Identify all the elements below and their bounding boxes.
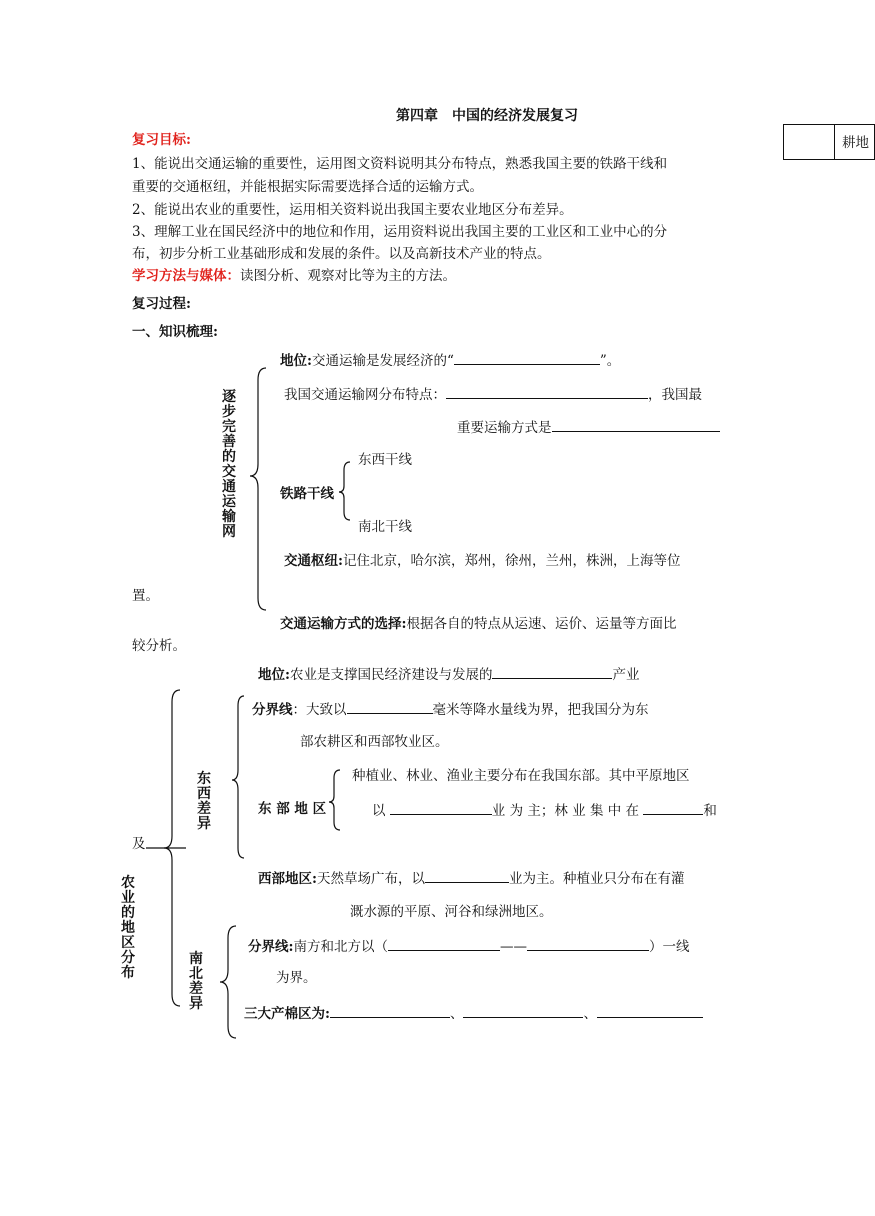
agri-position-line: [258, 665, 639, 683]
transport-choice-text: 根据各自的特点从运速、运价、运量等方面比: [406, 616, 677, 632]
ew-diff-label: 东西差异: [197, 771, 211, 832]
section1-heading: 一、知识梳理:: [132, 324, 218, 340]
ns-blank-2: [527, 937, 649, 951]
east-blank-1: [390, 801, 492, 815]
process-heading: 复习过程:: [132, 296, 191, 312]
transport-distribution-end: ，我国最: [648, 387, 702, 403]
west-region-text2: 业为主。种植业只分布在有灌: [508, 871, 685, 887]
cotton-blank-2: [463, 1004, 583, 1018]
transport-hub-label: 交通枢纽:: [284, 553, 343, 569]
west-blank: [425, 869, 509, 883]
goal-line-1: 1、能说出交通运输的重要性，运用图文资料说明其分布特点，熟悉我国主要的铁路干线和: [132, 156, 668, 172]
west-region-line: [258, 869, 684, 887]
ns-dash: ——: [499, 939, 527, 955]
method-label: 学习方法与媒体：: [132, 268, 240, 284]
method-text: 读图分析、观察对比等为主的方法。: [240, 268, 456, 284]
agri-boundary-blank: [347, 700, 433, 714]
transport-important-line: [457, 418, 720, 436]
agri-position-label: 地位:: [258, 667, 290, 683]
ns-boundary-line: [248, 937, 689, 955]
transport-brace: [250, 368, 266, 610]
transport-choice-label: 交通运输方式的选择:: [280, 616, 407, 632]
cotton-sep-2: 、: [583, 1006, 597, 1022]
transport-choice-line: [280, 616, 676, 632]
east-text-2b: 业 为 主；林 业 集 中 在: [491, 803, 640, 819]
goals-heading: 复习目标:: [132, 132, 191, 148]
goal-line-5: 布，初步分析工业基础形成和发展的条件。以及高新技术产业的特点。: [132, 246, 551, 262]
agri-boundary-line: [252, 700, 649, 718]
agri-position-text: 农业是支撑国民经济建设与发展的: [289, 667, 493, 683]
ns-diff-label: 南北差异: [189, 951, 203, 1012]
cotton-sep-1: 、: [449, 1006, 464, 1022]
transport-distribution-blank: [446, 385, 648, 399]
goal-line-2: 重要的交通枢纽，并能根据实际需要选择合适的运输方式。: [132, 179, 483, 195]
transport-hub-line: [284, 553, 680, 569]
north-south-railway: 南北干线: [358, 519, 412, 535]
agri-boundary-cont: 部农耕区和西部牧业区。: [300, 734, 449, 750]
agri-boundary-text2: 毫米等降水量线为界，把我国分为东: [432, 702, 649, 718]
transport-distribution-line: [284, 385, 702, 403]
cotton-label: 三大产棉区为:: [244, 1006, 330, 1022]
agri-vertical-label: 农业的地区分布: [121, 875, 135, 981]
east-blank-2: [643, 801, 703, 815]
east-text-2c: 和: [703, 803, 717, 819]
ns-boundary-cont: 为界。: [276, 970, 317, 986]
railway-brace: [339, 462, 350, 520]
and-text: 及: [132, 836, 146, 852]
railway-label: 铁路干线: [280, 486, 334, 502]
ns-end: ）一线: [648, 939, 690, 955]
transport-important-blank: [552, 418, 720, 432]
transport-position-text: 交通运输是发展经济的“: [311, 353, 454, 369]
ns-brace: [220, 926, 236, 1038]
ns-boundary-text: 南方和北方以（: [293, 939, 388, 955]
transport-important-text: 重要运输方式是: [457, 420, 552, 436]
west-region-label: 西部地区:: [258, 871, 317, 887]
agri-boundary-text: ：大致以: [292, 702, 347, 718]
cotton-blank-3: [597, 1004, 703, 1018]
agri-boundary-label: 分界线: [252, 702, 293, 718]
east-west-railway: 东西干线: [358, 452, 412, 468]
east-region-label: 东 部 地 区: [258, 801, 327, 817]
transport-hub-cont: 置。: [132, 588, 159, 604]
side-table-cell-text: 耕地: [842, 135, 869, 151]
transport-vertical-label: 逐步完善的交通运输网: [222, 389, 236, 540]
transport-choice-cont: 较分析。: [132, 638, 186, 654]
transport-hub-text: 记住北京，哈尔滨，郑州，徐州，兰州，株洲，上海等位: [342, 553, 681, 569]
west-region-text: 天然草场广布，以: [316, 871, 425, 887]
west-region-cont: 溉水源的平原、河谷和绿洲地区。: [350, 904, 553, 920]
ns-boundary-label: 分界线:: [248, 939, 294, 955]
east-text-1: 种植业、林业、渔业主要分布在我国东部。其中平原地区: [352, 768, 690, 784]
agri-position-end: 产业: [612, 667, 640, 683]
cotton-line: [244, 1004, 703, 1022]
cotton-blank-1: [330, 1004, 450, 1018]
ew-brace: [232, 696, 244, 858]
transport-position-end: ”。: [599, 353, 621, 369]
east-text-2: [372, 801, 717, 819]
transport-position-label: 地位:: [280, 353, 312, 369]
transport-position-blank: [454, 351, 600, 365]
east-brace: [329, 770, 340, 830]
goal-line-3: 2、能说出农业的重要性，运用相关资料说出我国主要农业地区分布差异。: [132, 202, 573, 218]
goal-line-4: 3、理解工业在国民经济中的地位和作用，运用资料说出我国主要的工业区和工业中心的分: [132, 224, 668, 240]
page-title: 第四章 中国的经济发展复习: [396, 108, 578, 124]
east-text-2a: 以: [372, 803, 386, 819]
agri-position-blank: [492, 665, 612, 679]
ns-blank-1: [388, 937, 500, 951]
transport-position-line: [280, 351, 620, 369]
transport-distribution-text: 我国交通运输网分布特点：: [284, 387, 446, 403]
